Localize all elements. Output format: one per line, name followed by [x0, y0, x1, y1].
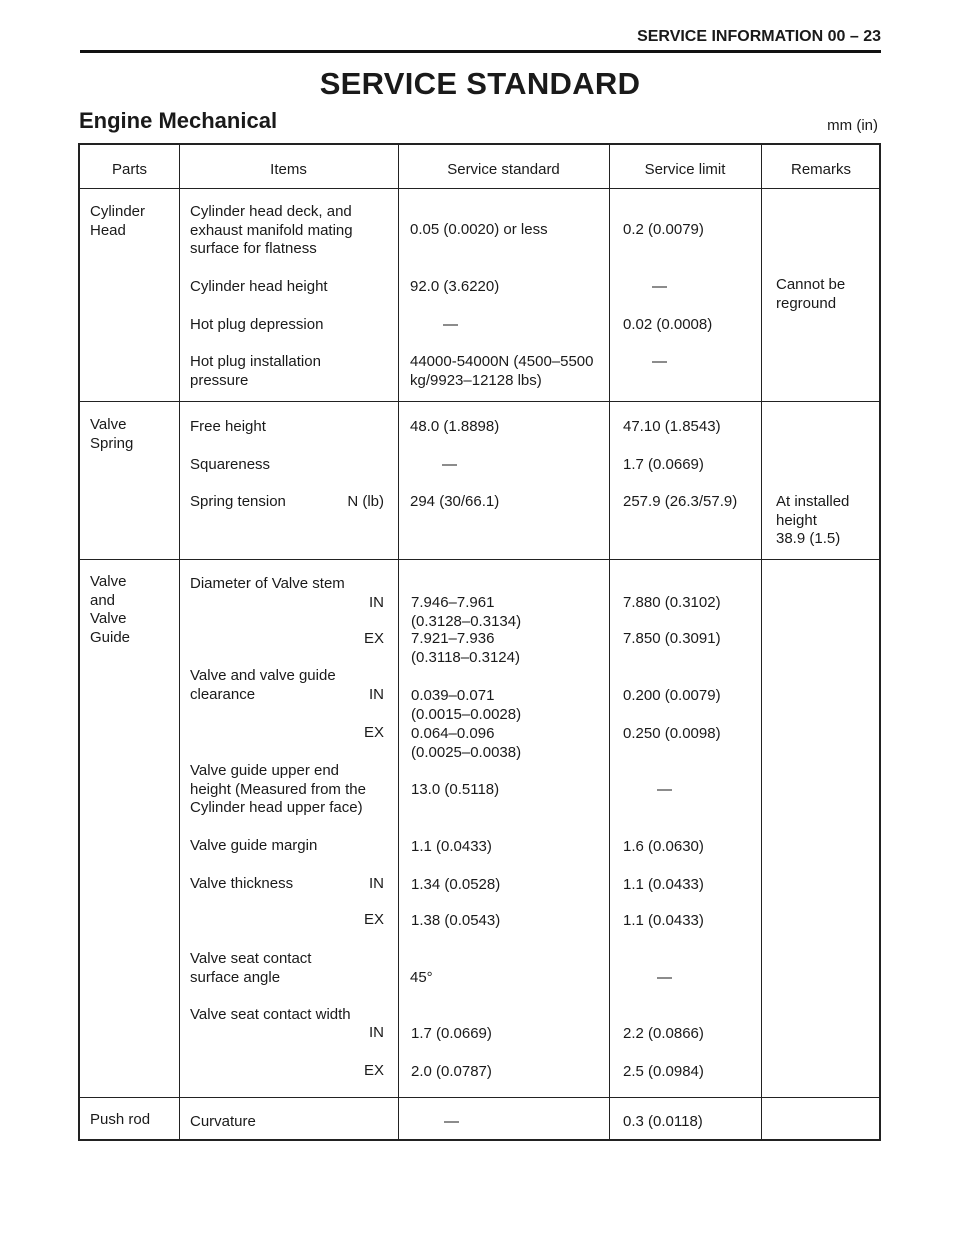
service-standard-value: 2.0 (0.0787): [411, 1063, 492, 1080]
item-label: Spring tension: [190, 493, 286, 510]
service-standard-value: —: [442, 456, 457, 473]
service-standard-value: 44000-54000N (4500–5500 kg/9923–12128 lbs): [410, 353, 594, 389]
item-label: Hot plug depression: [190, 316, 324, 333]
remarks-value: At installed height 38.9 (1.5): [776, 493, 850, 547]
item-label: Free height: [190, 418, 266, 435]
service-limit-value: 1.1 (0.0433): [623, 876, 704, 893]
col-header-parts: Parts: [111, 161, 147, 178]
service-standard-value: 0.039–0.071 (0.0015–0.0028): [411, 687, 522, 723]
exhaust-tag: EX: [363, 911, 384, 928]
service-limit-value: —: [657, 781, 672, 798]
service-standard-table: [78, 143, 881, 1141]
item-unit: N (lb): [347, 493, 384, 510]
item-label: Hot plug installation pressure: [190, 353, 321, 389]
service-standard-value: 0.064–0.096 (0.0025–0.0038): [411, 725, 522, 761]
part-name: Push rod: [90, 1111, 151, 1128]
service-limit-value: 0.3 (0.0118): [623, 1113, 703, 1130]
column-divider: [179, 145, 180, 1139]
item-label: Valve guide upper end height (Measured from the Cylinder head upper face): [190, 762, 366, 816]
service-limit-value: 0.200 (0.0079): [623, 687, 721, 704]
item-label: Valve thickness: [190, 875, 294, 892]
remarks-value: Cannot be reground: [776, 276, 846, 312]
item-label: Squareness: [190, 456, 271, 473]
item-label: Curvature: [190, 1113, 256, 1130]
service-limit-value: 7.880 (0.3102): [623, 594, 721, 611]
part-name: Valve Spring: [90, 416, 134, 452]
column-divider: [761, 145, 762, 1139]
service-limit-value: 2.5 (0.0984): [623, 1063, 704, 1080]
item-label: Valve guide margin: [190, 837, 318, 854]
part-name: Cylinder Head: [90, 203, 146, 239]
service-standard-value: 1.1 (0.0433): [411, 838, 492, 855]
service-standard-value: 0.05 (0.0020) or less: [410, 221, 548, 238]
col-header-remarks: Remarks: [790, 161, 851, 178]
exhaust-tag: EX: [363, 1062, 384, 1079]
row-divider: [80, 1097, 879, 1098]
item-label: Valve seat contact surface angle: [190, 950, 312, 986]
exhaust-tag: EX: [363, 630, 384, 647]
intake-tag: IN: [369, 875, 384, 892]
column-divider: [398, 145, 399, 1139]
row-divider: [80, 401, 879, 402]
service-limit-value: 1.7 (0.0669): [623, 456, 704, 473]
service-limit-value: 0.2 (0.0079): [623, 221, 704, 238]
intake-tag: IN: [369, 686, 384, 703]
service-standard-value: 7.921–7.936 (0.3118–0.3124): [411, 630, 520, 666]
service-limit-value: —: [652, 278, 667, 295]
service-limit-value: 0.250 (0.0098): [623, 725, 721, 742]
page-header-label: SERVICE INFORMATION 00 – 23: [637, 28, 881, 45]
service-limit-value: 47.10 (1.8543): [623, 418, 721, 435]
intake-tag: IN: [369, 594, 384, 611]
part-name: Valve and Valve Guide: [90, 573, 131, 646]
exhaust-tag: EX: [363, 724, 384, 741]
item-label: Diameter of Valve stem: [190, 575, 345, 592]
col-header-items: Items: [270, 161, 307, 178]
row-divider: [80, 559, 879, 560]
service-standard-value: 1.34 (0.0528): [411, 876, 501, 893]
header-rule: [80, 50, 881, 53]
units-label: mm (in): [827, 117, 878, 134]
service-limit-value: 257.9 (26.3/57.9): [623, 493, 738, 510]
service-limit-value: 1.1 (0.0433): [623, 912, 704, 929]
service-standard-value: 294 (30/66.1): [410, 493, 500, 510]
service-standard-value: 1.7 (0.0669): [411, 1025, 492, 1042]
item-label: Cylinder head deck, and exhaust manifold mating surface for flatness: [190, 203, 353, 257]
service-standard-value: —: [443, 316, 458, 333]
service-limit-value: —: [657, 969, 672, 986]
col-header-service-standard: Service standard: [447, 161, 560, 178]
service-limit-value: 0.02 (0.0008): [623, 316, 713, 333]
column-divider: [609, 145, 610, 1139]
service-limit-value: 2.2 (0.0866): [623, 1025, 704, 1042]
service-standard-value: 92.0 (3.6220): [410, 278, 500, 295]
service-standard-value: 7.946–7.961 (0.3128–0.3134): [411, 594, 522, 630]
intake-tag: IN: [369, 1024, 384, 1041]
section-title: Engine Mechanical: [79, 108, 278, 133]
item-label: Valve seat contact width: [190, 1006, 351, 1023]
service-standard-value: —: [444, 1113, 459, 1130]
service-limit-value: 1.6 (0.0630): [623, 838, 704, 855]
page-title: SERVICE STANDARD: [319, 66, 641, 101]
item-label: Valve and valve guide clearance: [190, 667, 336, 703]
row-divider: [80, 188, 879, 189]
service-standard-value: 48.0 (1.8898): [410, 418, 500, 435]
service-standard-value: 13.0 (0.5118): [411, 781, 500, 798]
service-limit-value: —: [652, 353, 667, 370]
col-header-service-limit: Service limit: [644, 161, 726, 178]
service-limit-value: 7.850 (0.3091): [623, 630, 721, 647]
service-standard-value: 1.38 (0.0543): [411, 912, 501, 929]
service-standard-value: 45°: [410, 969, 433, 986]
item-label: Cylinder head height: [190, 278, 328, 295]
